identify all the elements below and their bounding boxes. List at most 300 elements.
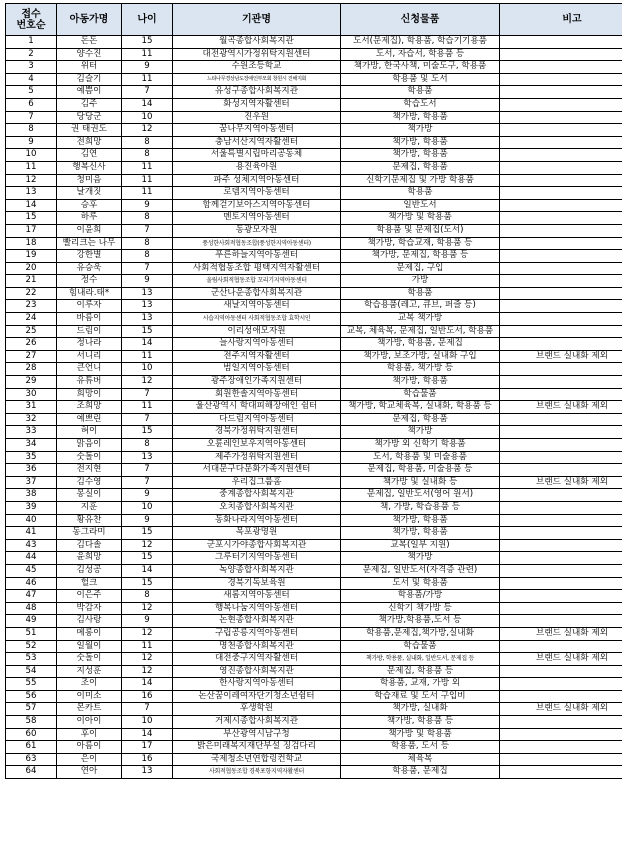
cell-age: 16 bbox=[122, 690, 173, 703]
table-row bbox=[6, 149, 622, 162]
cell-remarks: 브랜드 실내화 제외 bbox=[500, 401, 622, 414]
cell-remarks bbox=[500, 766, 622, 779]
cell-institution: 용진육아원 bbox=[173, 161, 341, 174]
cell-receipt-number: 40 bbox=[6, 514, 57, 527]
application-list-sheet bbox=[5, 3, 622, 779]
cell-institution: 부산광역시남구청 bbox=[173, 728, 341, 741]
cell-requested-items: 책가방 bbox=[341, 426, 500, 439]
table-row bbox=[6, 577, 622, 590]
cell-institution: 밝은미래복지재단부설 징검다리 bbox=[173, 741, 341, 754]
cell-child-alias: 전희망 bbox=[57, 136, 122, 149]
cell-institution: 동화나라지역아동센터 bbox=[173, 514, 341, 527]
cell-child-alias: 이윤희 bbox=[57, 224, 122, 237]
table-row bbox=[6, 338, 622, 351]
cell-remarks: 브랜드 실내화 제외 bbox=[500, 703, 622, 716]
cell-institution: 파주 성체지역아동센터 bbox=[173, 174, 341, 187]
cell-age: 16 bbox=[122, 753, 173, 766]
cell-receipt-number: 19 bbox=[6, 250, 57, 263]
table-row bbox=[6, 615, 622, 628]
cell-remarks bbox=[500, 313, 622, 326]
cell-institution: 회원한솔지역아동센터 bbox=[173, 388, 341, 401]
cell-remarks bbox=[500, 728, 622, 741]
cell-requested-items: 학용품 bbox=[341, 287, 500, 300]
cell-remarks bbox=[500, 363, 622, 376]
cell-age: 12 bbox=[122, 539, 173, 552]
cell-institution: 풍성한사회적협동조합(풍성한지역아동센터) bbox=[173, 237, 341, 250]
cell-age: 11 bbox=[122, 174, 173, 187]
header-remarks: 비고 bbox=[500, 4, 622, 36]
cell-receipt-number: 41 bbox=[6, 527, 57, 540]
cell-child-alias: 지훈 bbox=[57, 501, 122, 514]
cell-remarks bbox=[500, 640, 622, 653]
cell-age: 7 bbox=[122, 476, 173, 489]
table-row bbox=[6, 161, 622, 174]
table-row bbox=[6, 388, 622, 401]
cell-child-alias: 헐크 bbox=[57, 577, 122, 590]
table-row bbox=[6, 363, 622, 376]
cell-age: 7 bbox=[122, 413, 173, 426]
cell-remarks bbox=[500, 174, 622, 187]
table-row bbox=[6, 300, 622, 313]
table-row bbox=[6, 212, 622, 225]
cell-requested-items: 책가방, 학용품, 문제집 bbox=[341, 338, 500, 351]
cell-requested-items: 책가방, 학습교재, 학용품 등 bbox=[341, 237, 500, 250]
cell-institution: 늘사랑지역아동센터 bbox=[173, 338, 341, 351]
cell-receipt-number: 1 bbox=[6, 36, 57, 49]
table-row bbox=[6, 426, 622, 439]
cell-age: 15 bbox=[122, 552, 173, 565]
cell-age: 15 bbox=[122, 577, 173, 590]
cell-requested-items: 학습재료 및 도서 구입비 bbox=[341, 690, 500, 703]
cell-child-alias: 당당군 bbox=[57, 111, 122, 124]
cell-institution: 서울특별시립마리공동체 bbox=[173, 149, 341, 162]
cell-receipt-number: 14 bbox=[6, 199, 57, 212]
cell-remarks bbox=[500, 98, 622, 111]
cell-requested-items: 학습물품 bbox=[341, 640, 500, 653]
cell-remarks bbox=[500, 187, 622, 200]
cell-receipt-number: 37 bbox=[6, 476, 57, 489]
cell-child-alias: 날개짓 bbox=[57, 187, 122, 200]
table-row bbox=[6, 665, 622, 678]
cell-institution: 국제청소년연합링컨학교 bbox=[173, 753, 341, 766]
cell-remarks: 브랜드 실내화 제외 bbox=[500, 627, 622, 640]
cell-institution: 다드림지역아동센터 bbox=[173, 413, 341, 426]
table-row bbox=[6, 627, 622, 640]
cell-receipt-number: 61 bbox=[6, 741, 57, 754]
cell-receipt-number: 20 bbox=[6, 262, 57, 275]
cell-receipt-number: 34 bbox=[6, 439, 57, 452]
cell-requested-items: 학용품 및 도서 bbox=[341, 73, 500, 86]
cell-remarks bbox=[500, 48, 622, 61]
cell-receipt-number: 26 bbox=[6, 338, 57, 351]
cell-receipt-number: 64 bbox=[6, 766, 57, 779]
cell-child-alias: 김주 bbox=[57, 98, 122, 111]
cell-receipt-number: 31 bbox=[6, 401, 57, 414]
cell-receipt-number: 5 bbox=[6, 86, 57, 99]
cell-remarks bbox=[500, 678, 622, 691]
cell-requested-items: 책가방, 학용품 bbox=[341, 136, 500, 149]
cell-requested-items: 책가방, 학용품, 실내화, 일반도서, 문제집 등 bbox=[341, 653, 500, 666]
table-row bbox=[6, 275, 622, 288]
cell-receipt-number: 54 bbox=[6, 665, 57, 678]
cell-age: 17 bbox=[122, 741, 173, 754]
cell-remarks bbox=[500, 451, 622, 464]
cell-requested-items: 책가방,학용품,도서 등 bbox=[341, 615, 500, 628]
cell-child-alias: 청미음 bbox=[57, 174, 122, 187]
cell-remarks bbox=[500, 577, 622, 590]
cell-age: 9 bbox=[122, 514, 173, 527]
table-row bbox=[6, 287, 622, 300]
cell-receipt-number: 33 bbox=[6, 426, 57, 439]
header-institution: 기관명 bbox=[173, 4, 341, 36]
cell-receipt-number: 10 bbox=[6, 149, 57, 162]
cell-age: 12 bbox=[122, 653, 173, 666]
cell-receipt-number: 18 bbox=[6, 237, 57, 250]
cell-requested-items: 책가방, 보조가방, 실내화 구입 bbox=[341, 350, 500, 363]
cell-requested-items: 학용품, 문제집 bbox=[341, 766, 500, 779]
cell-institution: 새롬지역아동센터 bbox=[173, 590, 341, 603]
cell-receipt-number: 60 bbox=[6, 728, 57, 741]
cell-institution: 경북기독보육원 bbox=[173, 577, 341, 590]
cell-institution: 후생학원 bbox=[173, 703, 341, 716]
cell-receipt-number: 22 bbox=[6, 287, 57, 300]
cell-remarks: 브랜드 실내화 제외 bbox=[500, 350, 622, 363]
cell-child-alias: 강한별 bbox=[57, 250, 122, 263]
table-row bbox=[6, 464, 622, 477]
cell-receipt-number: 36 bbox=[6, 464, 57, 477]
cell-child-alias: 이루자 bbox=[57, 300, 122, 313]
table-row bbox=[6, 514, 622, 527]
table-row bbox=[6, 36, 622, 49]
cell-age: 7 bbox=[122, 703, 173, 716]
cell-institution: 대전중구지역자활센터 bbox=[173, 653, 341, 666]
table-row bbox=[6, 690, 622, 703]
table-row bbox=[6, 48, 622, 61]
cell-receipt-number: 52 bbox=[6, 640, 57, 653]
table-row bbox=[6, 86, 622, 99]
table-row bbox=[6, 262, 622, 275]
cell-age: 13 bbox=[122, 313, 173, 326]
cell-child-alias: 은이 bbox=[57, 753, 122, 766]
cell-receipt-number: 2 bbox=[6, 48, 57, 61]
table-row bbox=[6, 61, 622, 74]
cell-requested-items: 책가방 bbox=[341, 552, 500, 565]
cell-institution: 시습지역아동센터 사회적협동조합 효학시인 bbox=[173, 313, 341, 326]
cell-child-alias: 위터 bbox=[57, 61, 122, 74]
cell-child-alias: 김다솔 bbox=[57, 539, 122, 552]
cell-requested-items: 학용품, 교재, 가방 외 bbox=[341, 678, 500, 691]
cell-receipt-number: 11 bbox=[6, 161, 57, 174]
cell-child-alias: 김연 bbox=[57, 149, 122, 162]
cell-remarks bbox=[500, 489, 622, 502]
table-row bbox=[6, 741, 622, 754]
cell-requested-items: 문제집, 학용품 bbox=[341, 413, 500, 426]
cell-child-alias: 혀이 bbox=[57, 426, 122, 439]
cell-requested-items: 학습물품 bbox=[341, 388, 500, 401]
cell-child-alias: 빨리크는 나무 bbox=[57, 237, 122, 250]
table-row bbox=[6, 476, 622, 489]
cell-age: 10 bbox=[122, 111, 173, 124]
cell-requested-items: 문제집, 구입 bbox=[341, 262, 500, 275]
cell-child-alias: 황유찬 bbox=[57, 514, 122, 527]
cell-institution: 범일지역아동센터 bbox=[173, 363, 341, 376]
cell-age: 15 bbox=[122, 426, 173, 439]
cell-remarks: 브랜드 실내화 제외 bbox=[500, 476, 622, 489]
cell-remarks bbox=[500, 86, 622, 99]
cell-remarks bbox=[500, 237, 622, 250]
cell-institution: 푸른하늘지역아동센터 bbox=[173, 250, 341, 263]
cell-receipt-number: 25 bbox=[6, 325, 57, 338]
cell-institution: 울산광역시 학대피해장애인 쉼터 bbox=[173, 401, 341, 414]
cell-age: 9 bbox=[122, 275, 173, 288]
cell-institution: 대전광역시가정위탁지원센터 bbox=[173, 48, 341, 61]
cell-receipt-number: 27 bbox=[6, 350, 57, 363]
cell-age: 10 bbox=[122, 501, 173, 514]
cell-institution: 경북가정위탁지원센터 bbox=[173, 426, 341, 439]
cell-child-alias: 김성공 bbox=[57, 564, 122, 577]
cell-requested-items: 교복 책가방 bbox=[341, 313, 500, 326]
cell-age: 8 bbox=[122, 439, 173, 452]
cell-requested-items: 문제집, 일반도서(자격증 관련) bbox=[341, 564, 500, 577]
cell-remarks bbox=[500, 73, 622, 86]
cell-requested-items: 책가방, 문제집, 학용품 등 bbox=[341, 250, 500, 263]
table-row bbox=[6, 653, 622, 666]
cell-remarks bbox=[500, 224, 622, 237]
cell-receipt-number: 39 bbox=[6, 501, 57, 514]
table-row bbox=[6, 539, 622, 552]
cell-remarks bbox=[500, 564, 622, 577]
cell-age: 11 bbox=[122, 350, 173, 363]
table-row bbox=[6, 224, 622, 237]
header-age: 나이 bbox=[122, 4, 173, 36]
table-row bbox=[6, 766, 622, 779]
cell-remarks bbox=[500, 716, 622, 729]
cell-remarks bbox=[500, 250, 622, 263]
cell-age: 8 bbox=[122, 237, 173, 250]
table-row bbox=[6, 376, 622, 389]
cell-institution: 논산꿈이레여자단기청소년쉼터 bbox=[173, 690, 341, 703]
cell-child-alias: 정나라 bbox=[57, 338, 122, 351]
cell-child-alias: 유승욱 bbox=[57, 262, 122, 275]
cell-receipt-number: 45 bbox=[6, 564, 57, 577]
cell-remarks bbox=[500, 690, 622, 703]
cell-child-alias: 행복신사 bbox=[57, 161, 122, 174]
cell-child-alias: 서니리 bbox=[57, 350, 122, 363]
cell-receipt-number: 56 bbox=[6, 690, 57, 703]
table-row bbox=[6, 124, 622, 137]
cell-age: 8 bbox=[122, 136, 173, 149]
cell-requested-items: 학용품 bbox=[341, 187, 500, 200]
cell-institution: 동광모자원 bbox=[173, 224, 341, 237]
cell-institution: 제주가정위탁지원센터 bbox=[173, 451, 341, 464]
cell-receipt-number: 15 bbox=[6, 212, 57, 225]
table-row bbox=[6, 439, 622, 452]
cell-requested-items: 책가방, 실내화 bbox=[341, 703, 500, 716]
table-row bbox=[6, 753, 622, 766]
cell-child-alias: 양수진 bbox=[57, 48, 122, 61]
cell-remarks bbox=[500, 527, 622, 540]
cell-receipt-number: 21 bbox=[6, 275, 57, 288]
table-row bbox=[6, 640, 622, 653]
cell-remarks bbox=[500, 439, 622, 452]
cell-receipt-number: 58 bbox=[6, 716, 57, 729]
cell-child-alias: 예쁘린 bbox=[57, 413, 122, 426]
cell-requested-items: 일반도서 bbox=[341, 199, 500, 212]
cell-institution: 꿈나무지역아동센터 bbox=[173, 124, 341, 137]
cell-requested-items: 신학기 책가방 등 bbox=[341, 602, 500, 615]
cell-remarks bbox=[500, 212, 622, 225]
cell-receipt-number: 47 bbox=[6, 590, 57, 603]
cell-age: 9 bbox=[122, 199, 173, 212]
cell-requested-items: 책가방, 학용품 bbox=[341, 527, 500, 540]
cell-child-alias: 바름이 bbox=[57, 313, 122, 326]
cell-requested-items: 책가방 및 실내화 등 bbox=[341, 476, 500, 489]
table-row bbox=[6, 501, 622, 514]
cell-institution: 로뎀지역아동센터 bbox=[173, 187, 341, 200]
cell-child-alias: 맑음이 bbox=[57, 439, 122, 452]
cell-receipt-number: 9 bbox=[6, 136, 57, 149]
cell-receipt-number: 38 bbox=[6, 489, 57, 502]
cell-requested-items: 교복(일부 지원) bbox=[341, 539, 500, 552]
cell-receipt-number: 43 bbox=[6, 539, 57, 552]
cell-receipt-number: 24 bbox=[6, 313, 57, 326]
cell-age: 11 bbox=[122, 73, 173, 86]
cell-requested-items: 학용품, 도서 등 bbox=[341, 741, 500, 754]
cell-requested-items: 책가방, 학용품 bbox=[341, 149, 500, 162]
cell-receipt-number: 13 bbox=[6, 187, 57, 200]
cell-age: 9 bbox=[122, 61, 173, 74]
cell-child-alias: 김슬기 bbox=[57, 73, 122, 86]
cell-requested-items: 책가방 외 신학기 학용품 bbox=[341, 439, 500, 452]
table-row bbox=[6, 703, 622, 716]
cell-child-alias: 김사랑 bbox=[57, 615, 122, 628]
cell-child-alias: 박감자 bbox=[57, 602, 122, 615]
table-row bbox=[6, 136, 622, 149]
cell-institution: 중계종합사회복지관 bbox=[173, 489, 341, 502]
cell-remarks bbox=[500, 602, 622, 615]
cell-institution: 행복나눔지역아동센터 bbox=[173, 602, 341, 615]
cell-institution: 우리집그룹홈 bbox=[173, 476, 341, 489]
cell-child-alias: 조이 bbox=[57, 678, 122, 691]
cell-receipt-number: 53 bbox=[6, 653, 57, 666]
cell-receipt-number: 46 bbox=[6, 577, 57, 590]
cell-institution: 녹양종합사회복지관 bbox=[173, 564, 341, 577]
cell-institution: 충남서산지역자활센터 bbox=[173, 136, 341, 149]
cell-institution: 화성지역자활센터 bbox=[173, 98, 341, 111]
cell-requested-items: 가방 bbox=[341, 275, 500, 288]
cell-child-alias: 권 태권도 bbox=[57, 124, 122, 137]
cell-child-alias: 후이 bbox=[57, 728, 122, 741]
cell-age: 14 bbox=[122, 338, 173, 351]
cell-child-alias: 이미소 bbox=[57, 690, 122, 703]
table-row bbox=[6, 199, 622, 212]
cell-requested-items: 신학기문제집 및 가방 학용품 bbox=[341, 174, 500, 187]
table-row bbox=[6, 174, 622, 187]
cell-remarks bbox=[500, 136, 622, 149]
table-row bbox=[6, 489, 622, 502]
cell-institution: 서대문구다문화가족지원센터 bbox=[173, 464, 341, 477]
cell-child-alias: 하루 bbox=[57, 212, 122, 225]
cell-receipt-number: 57 bbox=[6, 703, 57, 716]
cell-age: 12 bbox=[122, 602, 173, 615]
table-row bbox=[6, 111, 622, 124]
cell-child-alias: 이은주 bbox=[57, 590, 122, 603]
cell-age: 15 bbox=[122, 325, 173, 338]
cell-age: 14 bbox=[122, 678, 173, 691]
cell-child-alias: 전지현 bbox=[57, 464, 122, 477]
header-child-alias: 아동가명 bbox=[57, 4, 122, 36]
cell-receipt-number: 12 bbox=[6, 174, 57, 187]
cell-child-alias: 조희망 bbox=[57, 401, 122, 414]
cell-institution: 유성구종합사회복지관 bbox=[173, 86, 341, 99]
cell-age: 12 bbox=[122, 627, 173, 640]
cell-age: 11 bbox=[122, 401, 173, 414]
cell-age: 7 bbox=[122, 388, 173, 401]
cell-remarks bbox=[500, 741, 622, 754]
cell-child-alias: 연아 bbox=[57, 766, 122, 779]
cell-age: 11 bbox=[122, 161, 173, 174]
cell-age: 15 bbox=[122, 527, 173, 540]
cell-receipt-number: 35 bbox=[6, 451, 57, 464]
cell-receipt-number: 3 bbox=[6, 61, 57, 74]
cell-child-alias: 이아이 bbox=[57, 716, 122, 729]
cell-age: 12 bbox=[122, 124, 173, 137]
cell-remarks bbox=[500, 36, 622, 49]
cell-institution: 목포광명원 bbox=[173, 527, 341, 540]
table-row bbox=[6, 678, 622, 691]
cell-requested-items: 문제집, 일반도서(영어 원서) bbox=[341, 489, 500, 502]
cell-institution: 월곡종합사회복지관 bbox=[173, 36, 341, 49]
cell-institution: 사회적협동조합 평택지역자활센터 bbox=[173, 262, 341, 275]
cell-requested-items: 책가방, 학용품 bbox=[341, 376, 500, 389]
cell-child-alias: 김수영 bbox=[57, 476, 122, 489]
cell-requested-items: 도서, 학용품 및 미술용품 bbox=[341, 451, 500, 464]
cell-remarks bbox=[500, 413, 622, 426]
cell-requested-items: 교복, 체육복, 문제집, 일반도서, 학용품 bbox=[341, 325, 500, 338]
cell-remarks bbox=[500, 464, 622, 477]
cell-requested-items: 학용품 bbox=[341, 86, 500, 99]
cell-remarks bbox=[500, 262, 622, 275]
cell-requested-items: 체육복 bbox=[341, 753, 500, 766]
cell-requested-items: 책가방 및 학용품 bbox=[341, 728, 500, 741]
cell-institution: 오륜레인보우지역아동센터 bbox=[173, 439, 341, 452]
cell-child-alias: 드림이 bbox=[57, 325, 122, 338]
cell-requested-items: 도서, 자습서, 학용품 등 bbox=[341, 48, 500, 61]
header-receipt-number: 접수 번호순 bbox=[6, 4, 57, 36]
cell-institution: 사회적협동조합 경북포항지역자활센터 bbox=[173, 766, 341, 779]
cell-remarks bbox=[500, 665, 622, 678]
cell-institution: 멘토지역아동센터 bbox=[173, 212, 341, 225]
cell-receipt-number: 48 bbox=[6, 602, 57, 615]
table-header-row bbox=[6, 4, 622, 36]
cell-child-alias: 숫돌이 bbox=[57, 653, 122, 666]
cell-child-alias: 정수 bbox=[57, 275, 122, 288]
cell-institution: 울림사회적협동조합 꼬리기지역아동센터 bbox=[173, 275, 341, 288]
cell-requested-items: 학용품, 책가방 등 bbox=[341, 363, 500, 376]
cell-age: 13 bbox=[122, 451, 173, 464]
cell-child-alias: 유튜버 bbox=[57, 376, 122, 389]
cell-receipt-number: 29 bbox=[6, 376, 57, 389]
cell-remarks bbox=[500, 61, 622, 74]
cell-remarks bbox=[500, 388, 622, 401]
cell-child-alias: 승후 bbox=[57, 199, 122, 212]
cell-remarks bbox=[500, 149, 622, 162]
cell-remarks bbox=[500, 287, 622, 300]
table-row bbox=[6, 602, 622, 615]
cell-age: 11 bbox=[122, 640, 173, 653]
cell-institution: 구립공릉지역아동센터 bbox=[173, 627, 341, 640]
cell-remarks: 브랜드 실내화 제외 bbox=[500, 653, 622, 666]
